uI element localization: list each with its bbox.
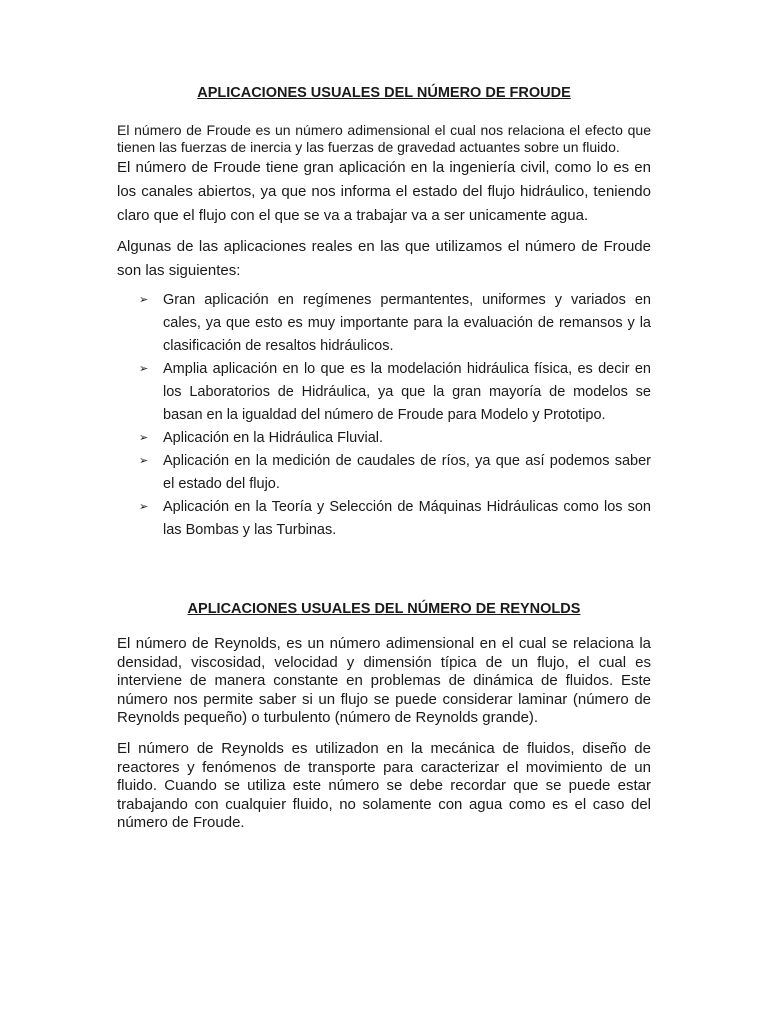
arrow-bullet-icon: ➢ [139,432,149,444]
reynolds-heading: APLICACIONES USUALES DEL NÚMERO DE REYNOLDS [187,601,581,617]
list-item [117,358,651,427]
list-item-text: Aplicación en la Hidráulica Fluvial. [163,430,384,446]
list-item [117,496,651,542]
reynolds-definition-paragraph: El número de Reynolds, es un número adimensional en el cual se relaciona la densidad, viscosidad, velocidad y dimensión típica de un flujo, el cual es interviene de manera constante en problemas de dinámica de fluidos. Este número nos permite saber si un flujo se puede considerar laminar (número de Reynolds pequeño) o turbulento (número de Reynolds grande). [117,635,651,727]
froude-heading: APLICACIONES USUALES DEL NÚMERO DE FROUDE [197,85,571,101]
reynolds-usage-paragraph: El número de Reynolds es utilizadon en la mecánica de fluidos, diseño de reactores y fenómenos de transporte para caracterizar el movimiento de un fluido. Cuando se utiliza este número se debe recordar que se puede estar trabajando con cualquier fluido, no solamente con agua como es el caso del número de Froude. [117,739,651,832]
list-item-text: Aplicación en la Teoría y Selección de Máquinas Hidráulicas como los son las Bombas y las Turbinas. [163,499,651,538]
arrow-bullet-icon: ➢ [139,455,149,467]
list-item-text: Amplia aplicación en lo que es la modelación hidráulica física, es decir en los Laboratorios de Hidráulica, ya que la gran mayoría de modelos se basan en la igualdad del número de Froude para Modelo y Prototipo. [163,361,651,423]
arrow-bullet-icon: ➢ [139,294,149,306]
froude-lead-paragraph: Algunas de las aplicaciones reales en las que utilizamos el número de Froude son las siguientes: [117,238,651,279]
arrow-bullet-icon: ➢ [139,501,149,513]
list-item-text: Aplicación en la medición de caudales de ríos, ya que así podemos saber el estado del flujo. [163,453,651,492]
list-item [117,427,651,450]
document-page [117,84,651,833]
list-item [117,289,651,358]
list-item [117,450,651,496]
arrow-bullet-icon: ➢ [139,363,149,375]
froude-civil-paragraph: El número de Froude tiene gran aplicación en la ingeniería civil, como lo es en los canales abiertos, ya que nos informa el estado del flujo hidráulico, teniendo claro que el flujo con el que se va a trabajar va a ser unicamente agua. [117,159,651,224]
froude-applications-list [117,289,651,542]
froude-intro-paragraph: El número de Froude es un número adimensional el cual nos relaciona el efecto que tienen las fuerzas de inercia y las fuerzas de gravedad actuantes sobre un fluido. [117,122,651,155]
list-item-text: Gran aplicación en regímenes permantentes, uniformes y variados en cales, ya que esto es muy importante para la evaluación de remansos y la clasificación de resaltos hidráulicos. [163,292,651,354]
